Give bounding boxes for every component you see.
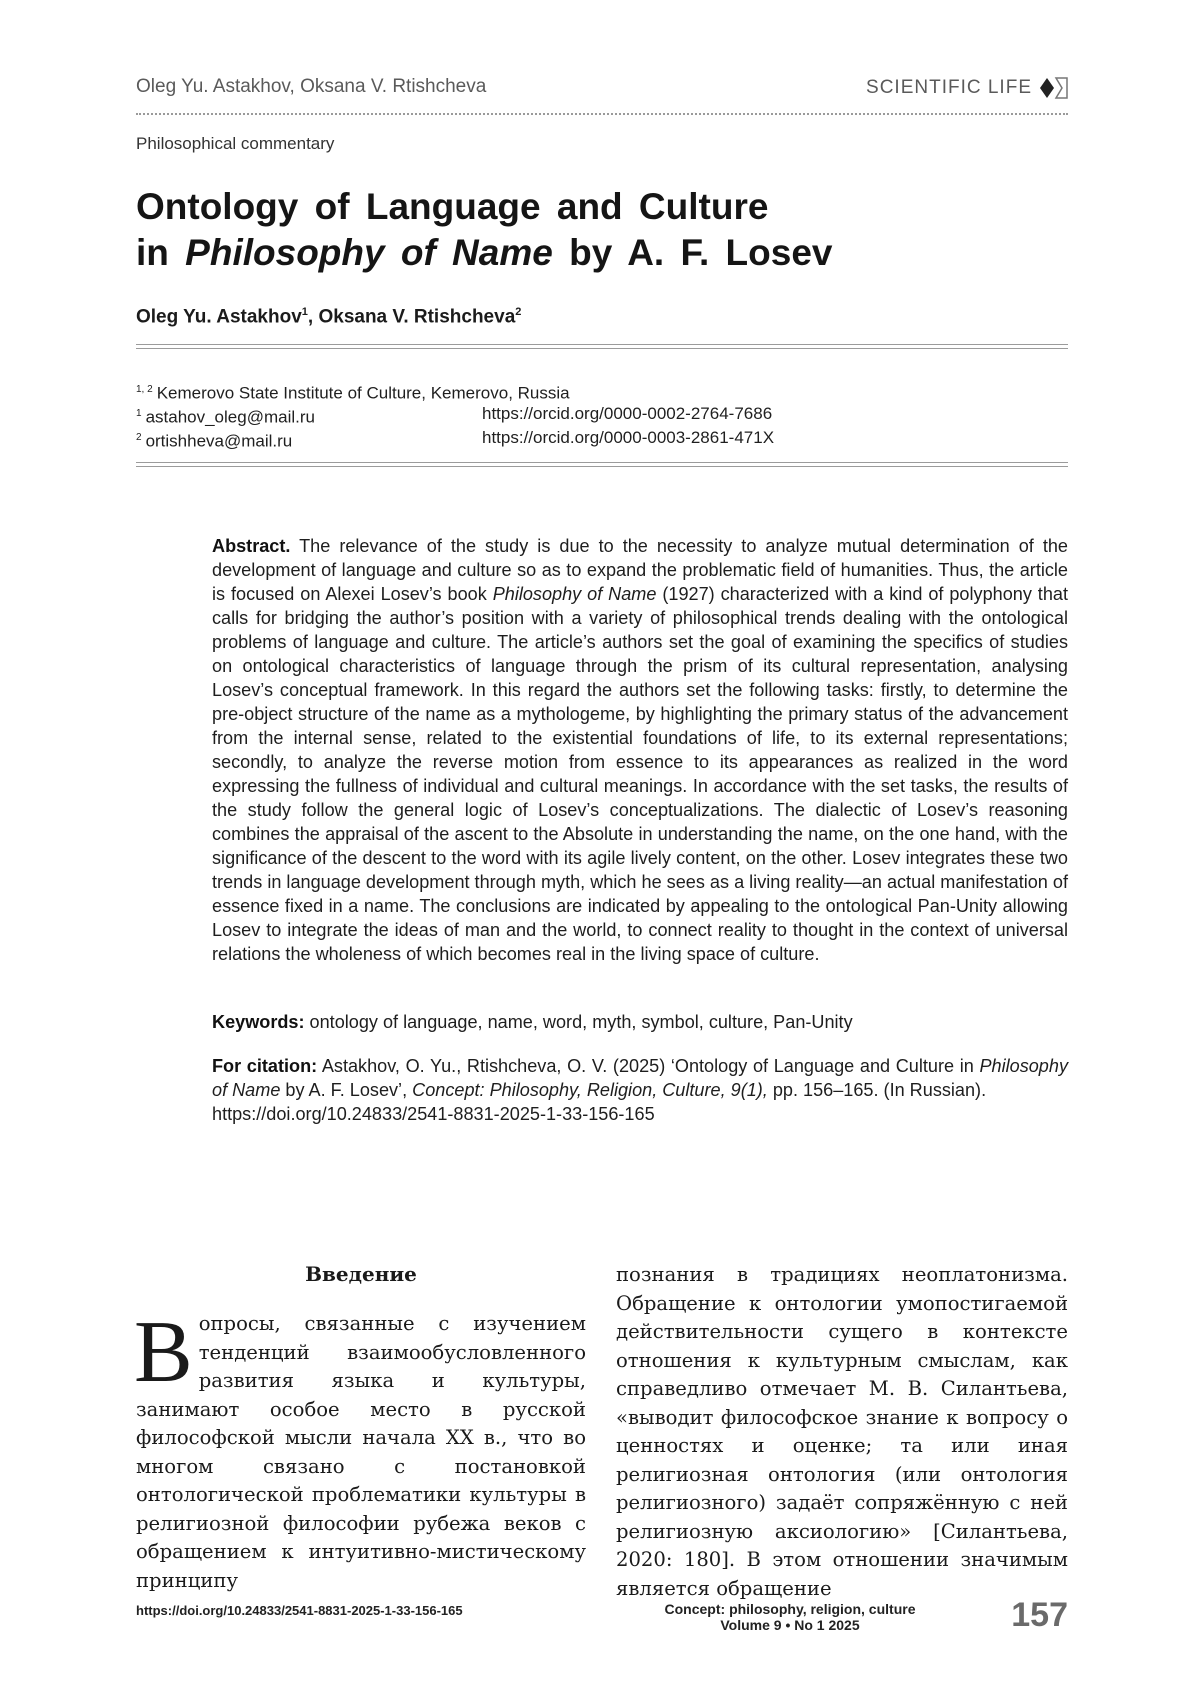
title-line-1: Ontology of Language and Culture xyxy=(136,186,769,227)
title-line-2-prefix: in xyxy=(136,232,186,273)
abstract xyxy=(212,534,1068,966)
affiliation-institution xyxy=(136,379,570,405)
institution-sup: 1, 2 xyxy=(136,384,153,395)
institution-name: Kemerovo State Institute of Culture, Kemerovo, Russia xyxy=(156,383,570,403)
abstract-text-2: (1927) characterized with a kind of polyphony that calls for bridging the author’s position with a variety of philosophical trends dealing with the ontological problems of language and culture. The article’s authors set the goal of examining the specifics of studies on ontological characteristics of language through the prism of its cultural representation, analysing Losev’s conceptual framework. In this regard the authors set the following tasks: firstly, to determine the pre-object structure of the name as a mythologeme, by highlighting the primary status of the advancement from the internal sense, related to the existential foundations of life, to its external representations; secondly, to analyze the reverse motion from essence to its appearances as realized in the word expressing the fullness of individual and cultural meanings. In accordance with the set tasks, the results of the study follow the general logic of Losev’s conceptualizations. The dialectic of Losev’s reasoning combines the appraisal of the ascent to the Absolute in understanding the name, on the one hand, with the significance of the descent to the word with its agile lively content, on the other. Losev integrates these two trends in language development through myth, which he sees as a living reality—an actual manifestation of essence fixed in a name. The conclusions are indicated by appealing to the ontological Pan-Unity allowing Losev to integrate the ideas of man and the world, to connect reality to thought in the context of universal relations the wholeness of which becomes real in the living space of culture. xyxy=(212,584,1068,964)
title-book-name: Philosophy of Name xyxy=(185,232,553,273)
citation-journal: Concept: Philosophy, Religion, Culture, 9(1), xyxy=(412,1080,768,1100)
abstract-text-1: The relevance of the study is due to the necessity to analyze mutual determination of the development of language and culture so as to expand the problematic field of humanities. Thus, the article is focused on Alexei Losev’s book xyxy=(212,536,1068,604)
affiliations-divider xyxy=(136,462,1068,467)
intro-heading: Введение xyxy=(305,1262,417,1286)
email-2[interactable]: ortishheva@mail.ru xyxy=(145,431,293,451)
author-2-sup: 2 xyxy=(515,306,522,318)
keywords-text: ontology of language, name, word, myth, symbol, culture, Pan-Unity xyxy=(304,1012,853,1032)
citation-book-title: Philosophy of Name xyxy=(212,1056,1068,1100)
section-label: Philosophical commentary xyxy=(136,134,335,153)
citation-text-2: by A. F. Losev’, xyxy=(280,1080,413,1100)
author-2: Oksana V. Rtishcheva xyxy=(318,306,516,328)
footer-journal-name: Concept: philosophy, religion, culture xyxy=(664,1601,916,1617)
left-column-text: опросы, связанные с изучением тенденций взаимообусловленного развития языка и культуры, занимают особое место в русской философской мысли начала XX в., что во многом связано с постановкой онтологической проблематики культуры в религиозной философии рубежа веков с обращением к интуитивно-мистическому принципу xyxy=(136,1312,586,1592)
email-2-sup: 2 xyxy=(136,432,142,443)
keywords xyxy=(212,1010,1068,1034)
email-1-sup: 1 xyxy=(136,408,142,419)
citation-text-3: pp. 156–165. (In Russian). xyxy=(767,1080,987,1100)
abstract-label: Abstract. xyxy=(212,536,291,556)
author-1: Oleg Yu. Astakhov xyxy=(136,306,302,328)
authors-divider xyxy=(136,344,1068,349)
author-list xyxy=(136,306,521,328)
abstract-book-title: Philosophy of Name xyxy=(492,584,657,604)
right-column-text: познания в традициях неоплатонизма. Обращение к онтологии умопостигаемой действительности сущего в контексте отношения к культурным смыслам, как справедливо отмечает М. В. Силантьева, «выводит философское знание к вопросу о ценностях и оценке; та или иная религиозная онтология (или онтология религиозного) задаёт сопряжённую с ней религиозную аксиологию» [Силантьева, 2020: 180]. В этом отношении значимым является обращение xyxy=(616,1263,1068,1600)
author-separator: , xyxy=(307,306,319,328)
citation-text-1: Astakhov, O. Yu., Rtishcheva, O. V. (2025) ‘Ontology of Language and Culture in xyxy=(317,1056,980,1076)
affiliation-email-1 xyxy=(136,403,315,429)
body-left-column xyxy=(134,1304,586,1592)
title-line-2-suffix: by A. F. Losev xyxy=(552,232,833,273)
citation-label: For citation: xyxy=(212,1056,318,1076)
email-1[interactable]: astahov_oleg@mail.ru xyxy=(145,407,315,427)
citation xyxy=(212,1054,1068,1126)
author-1-sup: 1 xyxy=(301,306,308,318)
header-dotted-divider xyxy=(136,113,1068,115)
keywords-label: Keywords: xyxy=(212,1012,305,1032)
running-header-authors: Oleg Yu. Astakhov, Oksana V. Rtishcheva xyxy=(136,76,487,97)
diamond-logo-icon xyxy=(1040,76,1068,100)
footer-doi[interactable]: https://doi.org/10.24833/2541-8831-2025-1-33-156-165 xyxy=(136,1603,463,1618)
running-header-journal xyxy=(866,76,1068,100)
article-title xyxy=(136,184,1036,276)
footer-volume: Volume 9 • No 1 2025 xyxy=(720,1617,860,1633)
drop-cap: В xyxy=(134,1304,193,1401)
journal-short-name: SCIENTIFIC LIFE xyxy=(866,77,1032,98)
citation-doi[interactable]: https://doi.org/10.24833/2541-8831-2025-1-33-156-165 xyxy=(212,1104,655,1124)
page-number: 157 xyxy=(1011,1596,1068,1634)
body-right-column xyxy=(616,1261,1068,1600)
affiliation-email-2 xyxy=(136,427,292,453)
orcid-1[interactable]: https://orcid.org/0000-0002-2764-7686 xyxy=(482,404,773,423)
orcid-2[interactable]: https://orcid.org/0000-0003-2861-471X xyxy=(482,428,775,447)
footer-journal xyxy=(640,1601,940,1633)
